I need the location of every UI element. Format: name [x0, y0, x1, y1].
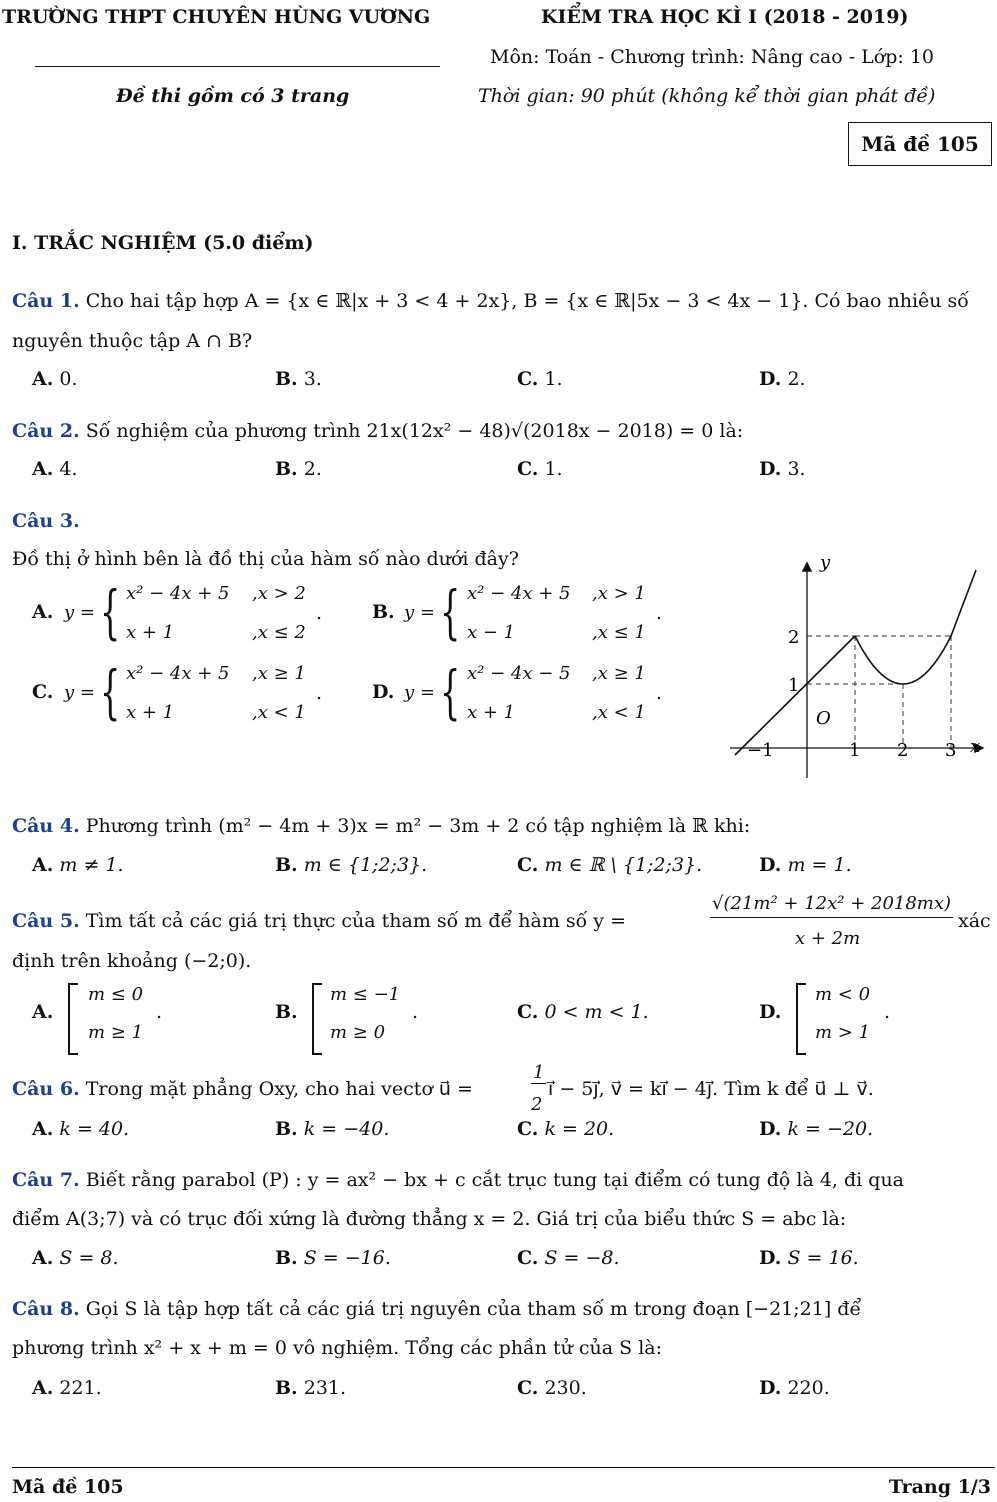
question-4: [12, 815, 750, 837]
q8-text: Gọi S là tập hợp tất cả các giá trị nguyên của tham số m trong đoạn [−21;21] để: [85, 1298, 862, 1320]
q5-label: Câu 5.: [12, 910, 80, 932]
q8-text-2: phương trình x² + x + m = 0 vô nghiệm. Tổng các phần tử của S là:: [12, 1337, 662, 1359]
q2-text: Số nghiệm của phương trình 21x(12x² − 48)√(2018x − 2018) = 0 là:: [85, 420, 744, 442]
school-name: TRƯỜNG THPT CHUYÊN HÙNG VƯƠNG: [2, 6, 431, 28]
y-tick-1: 1: [788, 675, 800, 696]
time-line: Thời gian: 90 phút (không kể thời gian phát đề): [478, 85, 936, 107]
x-tick-neg1: −1: [747, 740, 774, 761]
q6-option-c[interactable]: C. k = 20.: [517, 1118, 615, 1140]
q1-text: Cho hai tập hợp A = {x ∈ ℝ|x + 3 < 4 + 2x}, B = {x ∈ ℝ|5x − 3 < 4x − 1}. Có bao nhiêu số: [85, 290, 969, 312]
q7-option-c[interactable]: C. S = −8.: [517, 1247, 620, 1269]
question-8: [12, 1298, 861, 1320]
q5-denominator: x + 2m: [795, 928, 861, 949]
q7-text: Biết rằng parabol (P) : y = ax² − bx + c cắt trục tung tại điểm có tung độ là 4, đi qua: [85, 1169, 905, 1191]
y-tick-2: 2: [788, 627, 800, 648]
q2-label: Câu 2.: [12, 420, 80, 442]
graph-parabola-piece: [855, 570, 976, 684]
footer-code: Mã đề 105: [12, 1476, 124, 1498]
q5-numerator: √(21m² + 12x² + 2018mx): [710, 893, 953, 918]
q4-option-d[interactable]: D. m = 1.: [759, 854, 852, 876]
q6-frac-den: 2: [531, 1094, 543, 1115]
exam-code-box: Mã đề 105: [848, 122, 992, 166]
q1-label: Câu 1.: [12, 290, 80, 312]
question-2: [12, 420, 743, 442]
q8-option-d[interactable]: D. 220.: [759, 1377, 830, 1399]
footer-page: Trang 1/3: [888, 1476, 991, 1498]
x-tick-1: 1: [849, 740, 861, 761]
q6-option-d[interactable]: D. k = −20.: [759, 1118, 874, 1140]
q8-option-a[interactable]: A. 221.: [32, 1377, 102, 1399]
q1-option-b[interactable]: B. 3.: [275, 368, 322, 390]
subject-line: Môn: Toán - Chương trình: Nâng cao - Lớp: 10: [490, 46, 935, 68]
q7-option-d[interactable]: D. S = 16.: [759, 1247, 859, 1269]
q8-label: Câu 8.: [12, 1298, 80, 1320]
question-1: [12, 290, 969, 312]
q1-option-c[interactable]: C. 1.: [517, 368, 563, 390]
header-rule: [35, 66, 440, 67]
q3-label: Câu 3.: [12, 510, 80, 532]
section-title: I. TRẮC NGHIỆM (5.0 điểm): [12, 232, 314, 254]
q2-option-c[interactable]: C. 1.: [517, 458, 563, 480]
y-axis-label: y: [820, 552, 831, 573]
q1-text-2: nguyên thuộc tập A ∩ B?: [12, 330, 253, 352]
q2-option-b[interactable]: B. 2.: [275, 458, 322, 480]
q6-text: Trong mặt phẳng Oxy, cho hai vectơ u⃗ =: [85, 1078, 473, 1100]
q3-text: Đồ thị ở hình bên là đồ thị của hàm số nào dưới đây?: [12, 548, 519, 570]
q5-option-c[interactable]: C. 0 < m < 1.: [517, 1001, 649, 1023]
q8-option-b[interactable]: B. 231.: [275, 1377, 347, 1399]
origin-label: O: [816, 708, 831, 729]
q6-option-a[interactable]: A. k = 40.: [32, 1118, 130, 1140]
x-tick-3: 3: [945, 740, 957, 761]
q5-text: Tìm tất cả các giá trị thực của tham số m để hàm số y =: [85, 910, 626, 932]
q6-frac-num: 1: [533, 1062, 545, 1083]
q4-option-b[interactable]: B. m ∈ {1;2;3}.: [275, 854, 428, 876]
q4-label: Câu 4.: [12, 815, 80, 837]
footer-rule: [12, 1467, 995, 1468]
q8-option-c[interactable]: C. 230.: [517, 1377, 587, 1399]
q7-text-2: điểm A(3;7) và có trục đối xứng là đường thẳng x = 2. Giá trị của biểu thức S = abc là:: [12, 1208, 847, 1230]
q7-option-b[interactable]: B. S = −16.: [275, 1247, 391, 1269]
q6-option-b[interactable]: B. k = −40.: [275, 1118, 390, 1140]
exam-title: KIỂM TRA HỌC KÌ I (2018 - 2019): [541, 6, 909, 28]
pages-note: Đề thi gồm có 3 trang: [116, 85, 350, 107]
x-tick-2: 2: [897, 740, 909, 761]
q2-option-d[interactable]: D. 3.: [759, 458, 806, 480]
q6-label: Câu 6.: [12, 1078, 80, 1100]
q3-function-graph: [720, 550, 990, 790]
q7-option-a[interactable]: A. S = 8.: [32, 1247, 119, 1269]
question-7: [12, 1169, 904, 1191]
question-6: [12, 1078, 473, 1100]
q1-option-d[interactable]: D. 2.: [759, 368, 806, 390]
q4-option-c[interactable]: C. m ∈ ℝ \ {1;2;3}.: [517, 854, 703, 876]
x-axis-label: x: [970, 736, 981, 757]
q5-text-tail: xác: [958, 910, 991, 932]
q6-text-tail: i⃗ − 5j⃗, v⃗ = ki⃗ − 4j⃗. Tìm k để u⃗ ⊥ v⃗.: [548, 1078, 874, 1100]
q4-option-a[interactable]: A. m ≠ 1.: [32, 854, 124, 876]
q1-option-a[interactable]: A. 0.: [32, 368, 78, 390]
q5-text-2: định trên khoảng (−2;0).: [12, 950, 252, 972]
q2-option-a[interactable]: A. 4.: [32, 458, 78, 480]
q4-text: Phương trình (m² − 4m + 3)x = m² − 3m + 2 có tập nghiệm là ℝ khi:: [85, 815, 751, 837]
q7-label: Câu 7.: [12, 1169, 80, 1191]
question-5: [12, 910, 626, 932]
